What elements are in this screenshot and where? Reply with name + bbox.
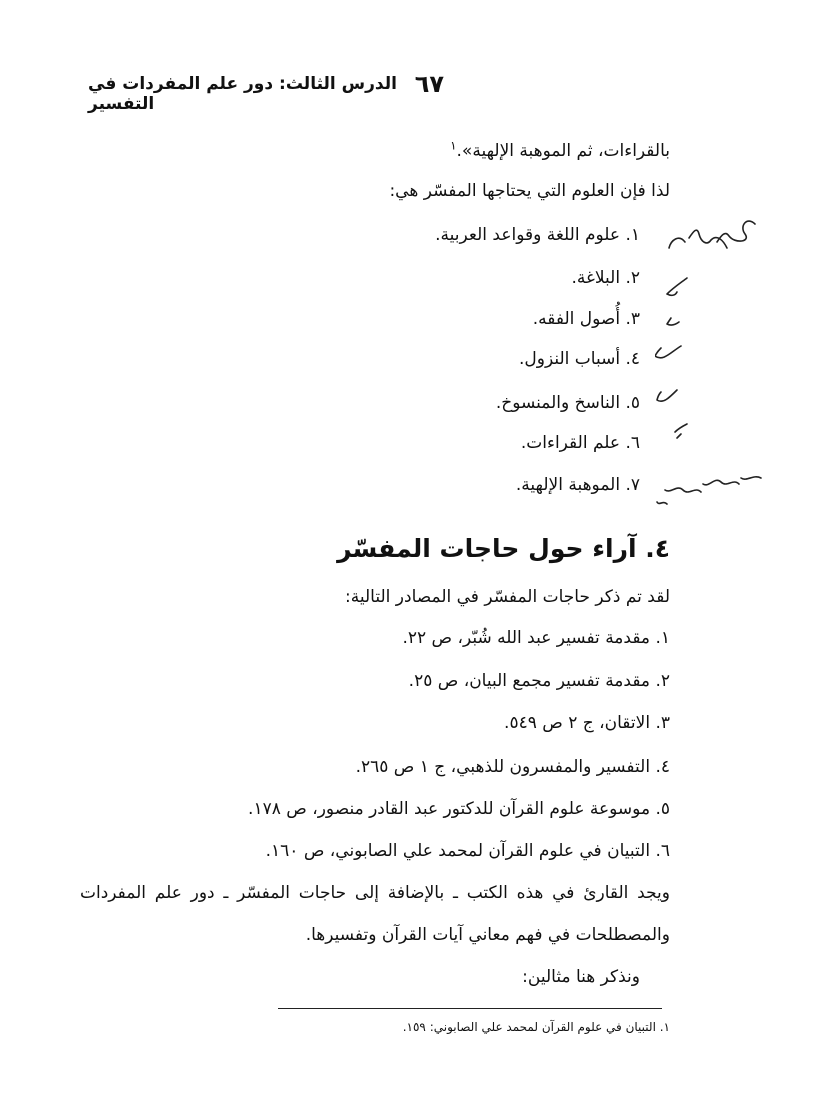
source-item: ٤. التفسير والمفسرون للذهبي، ج ١ ص ٢٦٥.: [355, 757, 670, 777]
handwritten-scribble: [669, 221, 755, 248]
science-item: ٦. علم القراءات.: [520, 433, 640, 453]
source-item: ٦. التبيان في علوم القرآن لمحمد علي الصابوني، ص ١٦٠.: [265, 841, 670, 861]
checkmark: [667, 318, 679, 325]
science-item: ٣. أُصول الفقه.: [532, 309, 640, 329]
intro-continuation: [450, 138, 670, 164]
handwritten-note: [657, 477, 761, 504]
source-item: ٢. مقدمة تفسير مجمع البيان، ص ٢٥.: [408, 671, 670, 691]
science-item: ٥. الناسخ والمنسوخ.: [495, 393, 640, 413]
sources-lead: لقد تم ذكر حاجات المفسّر في المصادر التالية:: [345, 587, 670, 607]
continuation-text: بالقراءات، ثم الموهبة الإلهية».: [456, 141, 670, 161]
checkmark: [675, 424, 687, 438]
source-item: ٣. الاتقان، ج ٢ ص ٥٤٩.: [504, 713, 670, 733]
checkmark: [657, 390, 677, 401]
section-heading: ٤. آراء حول حاجات المفسّر: [337, 534, 670, 563]
source-item: ٥. موسوعة علوم القرآن للدكتور عبد القادر منصور، ص ١٧٨.: [248, 799, 670, 819]
chapter-title: الدرس الثالث: دور علم المفردات في التفسير: [88, 74, 397, 114]
handwritten-margin-notes: [655, 212, 765, 522]
closing-line: ونذكر هنا مثالين:: [522, 967, 640, 987]
science-item: ١. علوم اللغة وقواعد العربية.: [435, 225, 640, 245]
page-number: ٦٧: [414, 70, 444, 98]
science-item: ٤. أسباب النزول.: [518, 349, 640, 369]
sciences-lead: لذا فإن العلوم التي يحتاجها المفسّر هي:: [389, 181, 670, 201]
checkmark: [655, 346, 681, 358]
science-item: ٧. الموهبة الإلهية.: [515, 475, 640, 495]
footnote: ١. التبيان في علوم القرآن لمحمد علي الصابوني: ١٥٩.: [402, 1020, 670, 1034]
science-item: ٢. البلاغة.: [571, 268, 640, 288]
paragraph-line: ويجد القارئ في هذه الكتب ـ بالإضافة إلى حاجات المفسّر ـ دور علم المفردات: [80, 883, 670, 903]
running-header: [0, 70, 816, 114]
paragraph-line: والمصطلحات في فهم معاني آيات القرآن وتفسيرها.: [305, 925, 670, 945]
footnote-reference: ١: [450, 138, 457, 153]
footnote-separator: [278, 1008, 662, 1009]
checkmark: [667, 278, 687, 295]
source-item: ١. مقدمة تفسير عبد الله شُبّر، ص ٢٢.: [402, 628, 670, 648]
